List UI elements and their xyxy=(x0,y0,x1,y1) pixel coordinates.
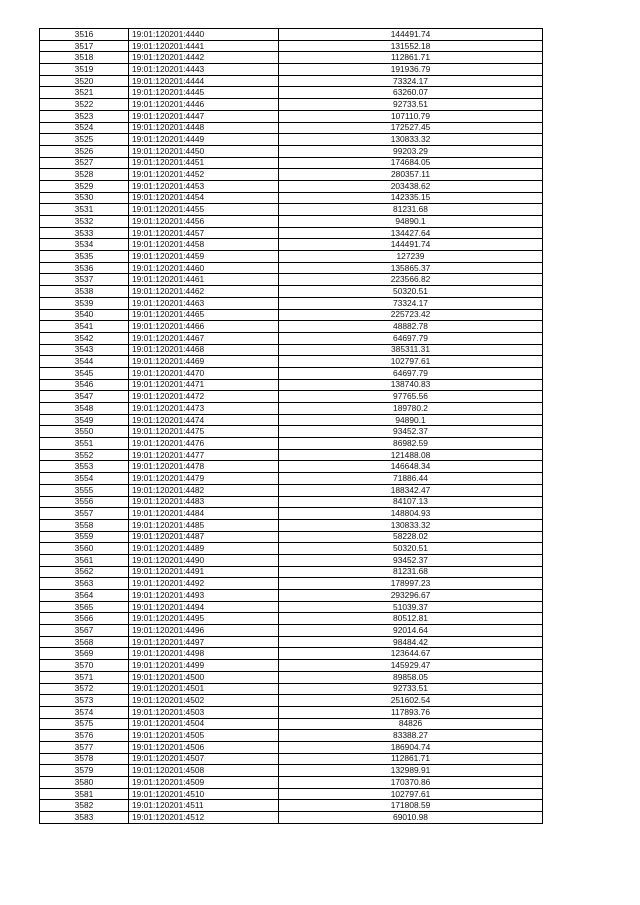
cadastral-number-cell: 19:01:120201:4485 xyxy=(129,519,279,531)
table-row xyxy=(40,800,543,812)
cadastral-number-cell: 19:01:120201:4501 xyxy=(129,683,279,695)
row-number-cell: 3553 xyxy=(40,461,129,473)
amount-cell: 89858.05 xyxy=(279,671,543,683)
amount-cell: 50320.51 xyxy=(279,543,543,555)
cadastral-number-cell: 19:01:120201:4479 xyxy=(129,473,279,485)
table-row xyxy=(40,29,543,41)
cadastral-number-cell: 19:01:120201:4495 xyxy=(129,613,279,625)
row-number-cell: 3528 xyxy=(40,169,129,181)
amount-cell: 73324.17 xyxy=(279,75,543,87)
table-row xyxy=(40,741,543,753)
amount-cell: 138740.83 xyxy=(279,379,543,391)
row-number-cell: 3540 xyxy=(40,309,129,321)
cadastral-number-cell: 19:01:120201:4497 xyxy=(129,636,279,648)
cadastral-number-cell: 19:01:120201:4492 xyxy=(129,578,279,590)
row-number-cell: 3539 xyxy=(40,297,129,309)
cadastral-number-cell: 19:01:120201:4440 xyxy=(129,29,279,41)
amount-cell: 51039.37 xyxy=(279,601,543,613)
cadastral-number-cell: 19:01:120201:4461 xyxy=(129,274,279,286)
cadastral-number-cell: 19:01:120201:4493 xyxy=(129,590,279,602)
cadastral-number-cell: 19:01:120201:4508 xyxy=(129,765,279,777)
amount-cell: 93452.37 xyxy=(279,554,543,566)
table-row xyxy=(40,134,543,146)
row-number-cell: 3519 xyxy=(40,64,129,76)
amount-cell: 86982.59 xyxy=(279,438,543,450)
amount-cell: 98484.42 xyxy=(279,636,543,648)
row-number-cell: 3545 xyxy=(40,367,129,379)
cadastral-number-cell: 19:01:120201:4483 xyxy=(129,496,279,508)
table-row xyxy=(40,613,543,625)
row-number-cell: 3523 xyxy=(40,110,129,122)
amount-cell: 135865.37 xyxy=(279,262,543,274)
cadastral-number-cell: 19:01:120201:4504 xyxy=(129,718,279,730)
table-row xyxy=(40,391,543,403)
cadastral-number-cell: 19:01:120201:4456 xyxy=(129,216,279,228)
table-row xyxy=(40,590,543,602)
table-row xyxy=(40,192,543,204)
table-row xyxy=(40,216,543,228)
table-row xyxy=(40,625,543,637)
table-row xyxy=(40,648,543,660)
amount-cell: 123644.67 xyxy=(279,648,543,660)
amount-cell: 134427.64 xyxy=(279,227,543,239)
cadastral-number-cell: 19:01:120201:4472 xyxy=(129,391,279,403)
table-row xyxy=(40,449,543,461)
table-body xyxy=(40,29,543,824)
row-number-cell: 3582 xyxy=(40,800,129,812)
table-row xyxy=(40,788,543,800)
amount-cell: 94890.1 xyxy=(279,216,543,228)
amount-cell: 73324.17 xyxy=(279,297,543,309)
table-row xyxy=(40,99,543,111)
row-number-cell: 3533 xyxy=(40,227,129,239)
table-row xyxy=(40,52,543,64)
amount-cell: 280357.11 xyxy=(279,169,543,181)
row-number-cell: 3568 xyxy=(40,636,129,648)
table-row xyxy=(40,367,543,379)
table-row xyxy=(40,75,543,87)
table-row xyxy=(40,262,543,274)
row-number-cell: 3566 xyxy=(40,613,129,625)
row-number-cell: 3570 xyxy=(40,660,129,672)
row-number-cell: 3532 xyxy=(40,216,129,228)
cadastral-number-cell: 19:01:120201:4500 xyxy=(129,671,279,683)
amount-cell: 170370.86 xyxy=(279,777,543,789)
table-row xyxy=(40,286,543,298)
row-number-cell: 3547 xyxy=(40,391,129,403)
cadastral-number-cell: 19:01:120201:4473 xyxy=(129,403,279,415)
table-row xyxy=(40,321,543,333)
cadastral-number-cell: 19:01:120201:4478 xyxy=(129,461,279,473)
row-number-cell: 3561 xyxy=(40,554,129,566)
amount-cell: 84107.13 xyxy=(279,496,543,508)
table-row xyxy=(40,730,543,742)
table-row xyxy=(40,414,543,426)
cadastral-number-cell: 19:01:120201:4491 xyxy=(129,566,279,578)
table-row xyxy=(40,765,543,777)
table-row xyxy=(40,169,543,181)
cadastral-number-cell: 19:01:120201:4489 xyxy=(129,543,279,555)
amount-cell: 102797.61 xyxy=(279,356,543,368)
row-number-cell: 3562 xyxy=(40,566,129,578)
row-number-cell: 3565 xyxy=(40,601,129,613)
table-row xyxy=(40,64,543,76)
row-number-cell: 3517 xyxy=(40,40,129,52)
table-row xyxy=(40,204,543,216)
table-row xyxy=(40,695,543,707)
table-row xyxy=(40,519,543,531)
cadastral-number-cell: 19:01:120201:4465 xyxy=(129,309,279,321)
row-number-cell: 3563 xyxy=(40,578,129,590)
cadastral-number-cell: 19:01:120201:4506 xyxy=(129,741,279,753)
table-row xyxy=(40,145,543,157)
cadastral-number-cell: 19:01:120201:4445 xyxy=(129,87,279,99)
amount-cell: 58228.02 xyxy=(279,531,543,543)
row-number-cell: 3577 xyxy=(40,741,129,753)
row-number-cell: 3521 xyxy=(40,87,129,99)
row-number-cell: 3580 xyxy=(40,777,129,789)
row-number-cell: 3581 xyxy=(40,788,129,800)
cadastral-number-cell: 19:01:120201:4459 xyxy=(129,251,279,263)
table-row xyxy=(40,812,543,824)
amount-cell: 63260.07 xyxy=(279,87,543,99)
amount-cell: 144491.74 xyxy=(279,239,543,251)
cadastral-number-cell: 19:01:120201:4463 xyxy=(129,297,279,309)
cadastral-number-cell: 19:01:120201:4511 xyxy=(129,800,279,812)
amount-cell: 94890.1 xyxy=(279,414,543,426)
amount-cell: 69010.98 xyxy=(279,812,543,824)
row-number-cell: 3558 xyxy=(40,519,129,531)
amount-cell: 225723.42 xyxy=(279,309,543,321)
row-number-cell: 3550 xyxy=(40,426,129,438)
row-number-cell: 3542 xyxy=(40,332,129,344)
row-number-cell: 3549 xyxy=(40,414,129,426)
cadastral-number-cell: 19:01:120201:4502 xyxy=(129,695,279,707)
amount-cell: 92733.51 xyxy=(279,99,543,111)
table-row xyxy=(40,660,543,672)
row-number-cell: 3578 xyxy=(40,753,129,765)
amount-cell: 112861.71 xyxy=(279,753,543,765)
cadastral-number-cell: 19:01:120201:4505 xyxy=(129,730,279,742)
table-row xyxy=(40,671,543,683)
cadastral-number-cell: 19:01:120201:4475 xyxy=(129,426,279,438)
table-row xyxy=(40,379,543,391)
amount-cell: 102797.61 xyxy=(279,788,543,800)
table-row xyxy=(40,636,543,648)
table-row xyxy=(40,122,543,134)
row-number-cell: 3527 xyxy=(40,157,129,169)
cadastral-number-cell: 19:01:120201:4450 xyxy=(129,145,279,157)
row-number-cell: 3571 xyxy=(40,671,129,683)
cadastral-number-cell: 19:01:120201:4453 xyxy=(129,180,279,192)
row-number-cell: 3557 xyxy=(40,508,129,520)
table-row xyxy=(40,706,543,718)
cadastral-number-cell: 19:01:120201:4455 xyxy=(129,204,279,216)
row-number-cell: 3579 xyxy=(40,765,129,777)
cadastral-number-cell: 19:01:120201:4498 xyxy=(129,648,279,660)
row-number-cell: 3574 xyxy=(40,706,129,718)
amount-cell: 117893.76 xyxy=(279,706,543,718)
amount-cell: 83388.27 xyxy=(279,730,543,742)
amount-cell: 130833.32 xyxy=(279,519,543,531)
cadastral-number-cell: 19:01:120201:4446 xyxy=(129,99,279,111)
table-row xyxy=(40,438,543,450)
row-number-cell: 3518 xyxy=(40,52,129,64)
row-number-cell: 3575 xyxy=(40,718,129,730)
amount-cell: 48882.78 xyxy=(279,321,543,333)
row-number-cell: 3572 xyxy=(40,683,129,695)
cadastral-number-cell: 19:01:120201:4449 xyxy=(129,134,279,146)
amount-cell: 148804.93 xyxy=(279,508,543,520)
amount-cell: 131552.18 xyxy=(279,40,543,52)
cadastral-number-cell: 19:01:120201:4452 xyxy=(129,169,279,181)
amount-cell: 145929.47 xyxy=(279,660,543,672)
row-number-cell: 3534 xyxy=(40,239,129,251)
cadastral-number-cell: 19:01:120201:4444 xyxy=(129,75,279,87)
row-number-cell: 3536 xyxy=(40,262,129,274)
cadastral-number-cell: 19:01:120201:4468 xyxy=(129,344,279,356)
cadastral-number-cell: 19:01:120201:4457 xyxy=(129,227,279,239)
amount-cell: 130833.32 xyxy=(279,134,543,146)
cadastral-number-cell: 19:01:120201:4458 xyxy=(129,239,279,251)
cadastral-number-cell: 19:01:120201:4490 xyxy=(129,554,279,566)
cadastral-number-cell: 19:01:120201:4441 xyxy=(129,40,279,52)
amount-cell: 188342.47 xyxy=(279,484,543,496)
row-number-cell: 3552 xyxy=(40,449,129,461)
table-row xyxy=(40,309,543,321)
amount-cell: 144491.74 xyxy=(279,29,543,41)
amount-cell: 186904.74 xyxy=(279,741,543,753)
row-number-cell: 3569 xyxy=(40,648,129,660)
row-number-cell: 3567 xyxy=(40,625,129,637)
row-number-cell: 3524 xyxy=(40,122,129,134)
cadastral-number-cell: 19:01:120201:4442 xyxy=(129,52,279,64)
amount-cell: 93452.37 xyxy=(279,426,543,438)
cadastral-number-cell: 19:01:120201:4482 xyxy=(129,484,279,496)
table-row xyxy=(40,403,543,415)
cadastral-number-cell: 19:01:120201:4443 xyxy=(129,64,279,76)
cadastral-number-cell: 19:01:120201:4477 xyxy=(129,449,279,461)
amount-cell: 92014.64 xyxy=(279,625,543,637)
table-row xyxy=(40,531,543,543)
table-row xyxy=(40,40,543,52)
row-number-cell: 3555 xyxy=(40,484,129,496)
amount-cell: 132989.91 xyxy=(279,765,543,777)
amount-cell: 189780.2 xyxy=(279,403,543,415)
table-row xyxy=(40,356,543,368)
cadastral-number-cell: 19:01:120201:4507 xyxy=(129,753,279,765)
cadastral-number-cell: 19:01:120201:4451 xyxy=(129,157,279,169)
amount-cell: 203438.62 xyxy=(279,180,543,192)
cadastral-number-cell: 19:01:120201:4470 xyxy=(129,367,279,379)
table-row xyxy=(40,239,543,251)
row-number-cell: 3556 xyxy=(40,496,129,508)
row-number-cell: 3530 xyxy=(40,192,129,204)
row-number-cell: 3520 xyxy=(40,75,129,87)
cadastral-number-cell: 19:01:120201:4454 xyxy=(129,192,279,204)
row-number-cell: 3541 xyxy=(40,321,129,333)
table-row xyxy=(40,496,543,508)
amount-cell: 92733.51 xyxy=(279,683,543,695)
table-row xyxy=(40,543,543,555)
cadastral-number-cell: 19:01:120201:4467 xyxy=(129,332,279,344)
table-row xyxy=(40,578,543,590)
row-number-cell: 3546 xyxy=(40,379,129,391)
table-row xyxy=(40,508,543,520)
row-number-cell: 3548 xyxy=(40,403,129,415)
amount-cell: 81231.68 xyxy=(279,566,543,578)
data-table xyxy=(39,28,543,824)
table-row xyxy=(40,87,543,99)
row-number-cell: 3564 xyxy=(40,590,129,602)
cadastral-number-cell: 19:01:120201:4466 xyxy=(129,321,279,333)
row-number-cell: 3583 xyxy=(40,812,129,824)
table-row xyxy=(40,157,543,169)
amount-cell: 80512.81 xyxy=(279,613,543,625)
table-row xyxy=(40,473,543,485)
amount-cell: 81231.68 xyxy=(279,204,543,216)
row-number-cell: 3560 xyxy=(40,543,129,555)
cadastral-number-cell: 19:01:120201:4496 xyxy=(129,625,279,637)
amount-cell: 121488.08 xyxy=(279,449,543,461)
cadastral-number-cell: 19:01:120201:4462 xyxy=(129,286,279,298)
cadastral-number-cell: 19:01:120201:4471 xyxy=(129,379,279,391)
row-number-cell: 3537 xyxy=(40,274,129,286)
amount-cell: 172527.45 xyxy=(279,122,543,134)
cadastral-number-cell: 19:01:120201:4503 xyxy=(129,706,279,718)
cadastral-number-cell: 19:01:120201:4512 xyxy=(129,812,279,824)
amount-cell: 99203.29 xyxy=(279,145,543,157)
amount-cell: 385311.31 xyxy=(279,344,543,356)
cadastral-number-cell: 19:01:120201:4460 xyxy=(129,262,279,274)
table-row xyxy=(40,753,543,765)
amount-cell: 251602.54 xyxy=(279,695,543,707)
row-number-cell: 3554 xyxy=(40,473,129,485)
table-row xyxy=(40,683,543,695)
row-number-cell: 3531 xyxy=(40,204,129,216)
amount-cell: 293296.67 xyxy=(279,590,543,602)
cadastral-number-cell: 19:01:120201:4484 xyxy=(129,508,279,520)
table-row xyxy=(40,484,543,496)
amount-cell: 84826 xyxy=(279,718,543,730)
table-row xyxy=(40,461,543,473)
amount-cell: 223566.82 xyxy=(279,274,543,286)
amount-cell: 64697.79 xyxy=(279,332,543,344)
row-number-cell: 3573 xyxy=(40,695,129,707)
row-number-cell: 3559 xyxy=(40,531,129,543)
amount-cell: 64697.79 xyxy=(279,367,543,379)
amount-cell: 191936.79 xyxy=(279,64,543,76)
row-number-cell: 3525 xyxy=(40,134,129,146)
cadastral-number-cell: 19:01:120201:4476 xyxy=(129,438,279,450)
amount-cell: 112861.71 xyxy=(279,52,543,64)
cadastral-number-cell: 19:01:120201:4474 xyxy=(129,414,279,426)
table-row xyxy=(40,251,543,263)
amount-cell: 71886.44 xyxy=(279,473,543,485)
amount-cell: 174684.05 xyxy=(279,157,543,169)
row-number-cell: 3516 xyxy=(40,29,129,41)
amount-cell: 107110.79 xyxy=(279,110,543,122)
row-number-cell: 3544 xyxy=(40,356,129,368)
row-number-cell: 3543 xyxy=(40,344,129,356)
cadastral-number-cell: 19:01:120201:4499 xyxy=(129,660,279,672)
cadastral-number-cell: 19:01:120201:4469 xyxy=(129,356,279,368)
table-row xyxy=(40,180,543,192)
cadastral-number-cell: 19:01:120201:4447 xyxy=(129,110,279,122)
table-row xyxy=(40,297,543,309)
cadastral-number-cell: 19:01:120201:4494 xyxy=(129,601,279,613)
amount-cell: 127239 xyxy=(279,251,543,263)
table-row xyxy=(40,777,543,789)
amount-cell: 142335.15 xyxy=(279,192,543,204)
row-number-cell: 3529 xyxy=(40,180,129,192)
row-number-cell: 3526 xyxy=(40,145,129,157)
table-row xyxy=(40,332,543,344)
table-row xyxy=(40,426,543,438)
row-number-cell: 3535 xyxy=(40,251,129,263)
table-row xyxy=(40,718,543,730)
table-row xyxy=(40,227,543,239)
table-row xyxy=(40,554,543,566)
row-number-cell: 3538 xyxy=(40,286,129,298)
row-number-cell: 3522 xyxy=(40,99,129,111)
cadastral-number-cell: 19:01:120201:4509 xyxy=(129,777,279,789)
table-row xyxy=(40,601,543,613)
table-row xyxy=(40,110,543,122)
table-row xyxy=(40,344,543,356)
table-row xyxy=(40,274,543,286)
cadastral-number-cell: 19:01:120201:4448 xyxy=(129,122,279,134)
cadastral-number-cell: 19:01:120201:4510 xyxy=(129,788,279,800)
amount-cell: 97765.56 xyxy=(279,391,543,403)
amount-cell: 146648.34 xyxy=(279,461,543,473)
amount-cell: 171808.59 xyxy=(279,800,543,812)
row-number-cell: 3576 xyxy=(40,730,129,742)
cadastral-number-cell: 19:01:120201:4487 xyxy=(129,531,279,543)
amount-cell: 50320.51 xyxy=(279,286,543,298)
amount-cell: 178997.23 xyxy=(279,578,543,590)
row-number-cell: 3551 xyxy=(40,438,129,450)
table-row xyxy=(40,566,543,578)
